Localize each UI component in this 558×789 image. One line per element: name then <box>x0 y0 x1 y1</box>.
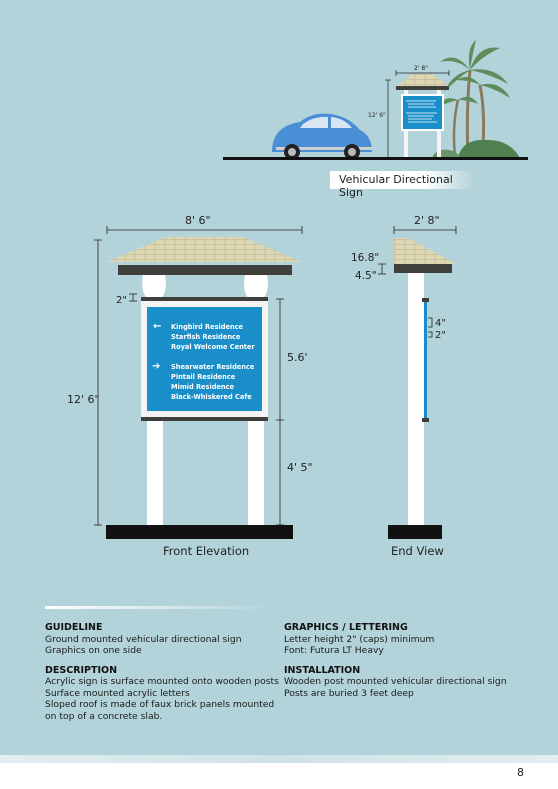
sign-left-arrow: ← <box>153 321 162 332</box>
sign-line-mimid: Mimid Residence <box>171 383 234 391</box>
car-graphic <box>272 114 372 160</box>
end-panel-depth-dimension: 4" <box>435 318 446 329</box>
palm-tree-graphic <box>432 40 520 158</box>
sign-title-band <box>330 171 474 199</box>
description-heading: DESCRIPTION <box>45 664 118 676</box>
installation-line-2: Posts are buried 3 feet deep <box>284 687 414 699</box>
end-sign-edge <box>424 302 427 418</box>
hero-height-dimension: 12' 6" <box>368 112 386 119</box>
hero-scene <box>223 40 528 160</box>
sign-line-royal: Royal Welcome Center <box>171 343 255 351</box>
guideline-line-2: Graphics on one side <box>45 645 142 656</box>
ground-line <box>223 157 528 160</box>
front-elevation-caption: Front Elevation <box>163 544 250 558</box>
guideline-heading: GUIDELINE <box>45 622 103 633</box>
front-elevation-drawing <box>67 214 313 558</box>
front-slab <box>106 525 293 539</box>
end-beam-dimension: 4.5" <box>355 270 377 282</box>
footer-strip <box>0 755 558 763</box>
notes-left-column <box>45 622 279 722</box>
front-base-bar <box>141 417 268 421</box>
sign-title: Vehicular Directional Sign <box>339 173 453 199</box>
end-view-drawing <box>351 214 456 558</box>
sign-line-cafe: Black-Whiskered Cafe <box>171 393 252 401</box>
end-slab <box>388 525 442 539</box>
hero-sign-graphic <box>396 74 449 158</box>
front-post-dimension: 4' 5" <box>287 461 313 474</box>
front-roof-beam <box>118 265 292 275</box>
end-width-dimension: 2' 8" <box>414 214 440 227</box>
front-roof <box>107 237 302 262</box>
notes-right-column <box>284 622 507 699</box>
description-line-2: Surface mounted acrylic letters <box>45 687 190 699</box>
notes-divider <box>45 606 275 609</box>
installation-line-1: Wooden post mounted vehicular directional sign <box>284 676 507 687</box>
end-view-caption: End View <box>391 544 444 558</box>
page-number: 8 <box>517 766 524 779</box>
end-roof-beam <box>394 264 452 273</box>
description-line-4: on top of a concrete slab. <box>45 710 163 722</box>
front-left-post <box>147 417 163 525</box>
front-height-dimension: 12' 6" <box>67 393 100 406</box>
front-width-dimension: 8' 6" <box>185 214 211 227</box>
graphics-line-1: Letter height 2" (caps) minimum <box>284 633 435 645</box>
end-letter-depth-dimension: 2" <box>435 330 446 341</box>
installation-heading: INSTALLATION <box>284 664 361 676</box>
front-right-post <box>248 417 264 525</box>
sign-line-kingbird: Kingbird Residence <box>171 323 244 331</box>
description-line-1: Acrylic sign is surface mounted onto wooden posts <box>45 676 279 687</box>
front-panel-dimension: 5.6' <box>287 351 308 364</box>
front-header-bar <box>141 297 268 301</box>
front-header-gap-dimension: 2" <box>116 295 127 306</box>
sign-line-starfish: Starfish Residence <box>171 333 241 341</box>
guideline-line-1: Ground mounted vehicular directional sign <box>45 633 242 645</box>
description-line-3: Sloped roof is made of faux brick panels mounted <box>45 699 275 710</box>
sign-line-shearwater: Shearwater Residence <box>171 363 255 371</box>
sign-right-arrow: ➔ <box>152 361 161 372</box>
end-post <box>408 273 424 525</box>
end-roof-dimension: 16.8" <box>351 252 380 264</box>
hero-width-dimension: 2' 8" <box>414 65 428 72</box>
graphics-line-2: Font: Futura LT Heavy <box>284 645 384 656</box>
end-roof <box>394 238 456 264</box>
graphics-heading: GRAPHICS / LETTERING <box>284 622 408 633</box>
sign-line-pintail: Pintail Residence <box>171 373 236 381</box>
